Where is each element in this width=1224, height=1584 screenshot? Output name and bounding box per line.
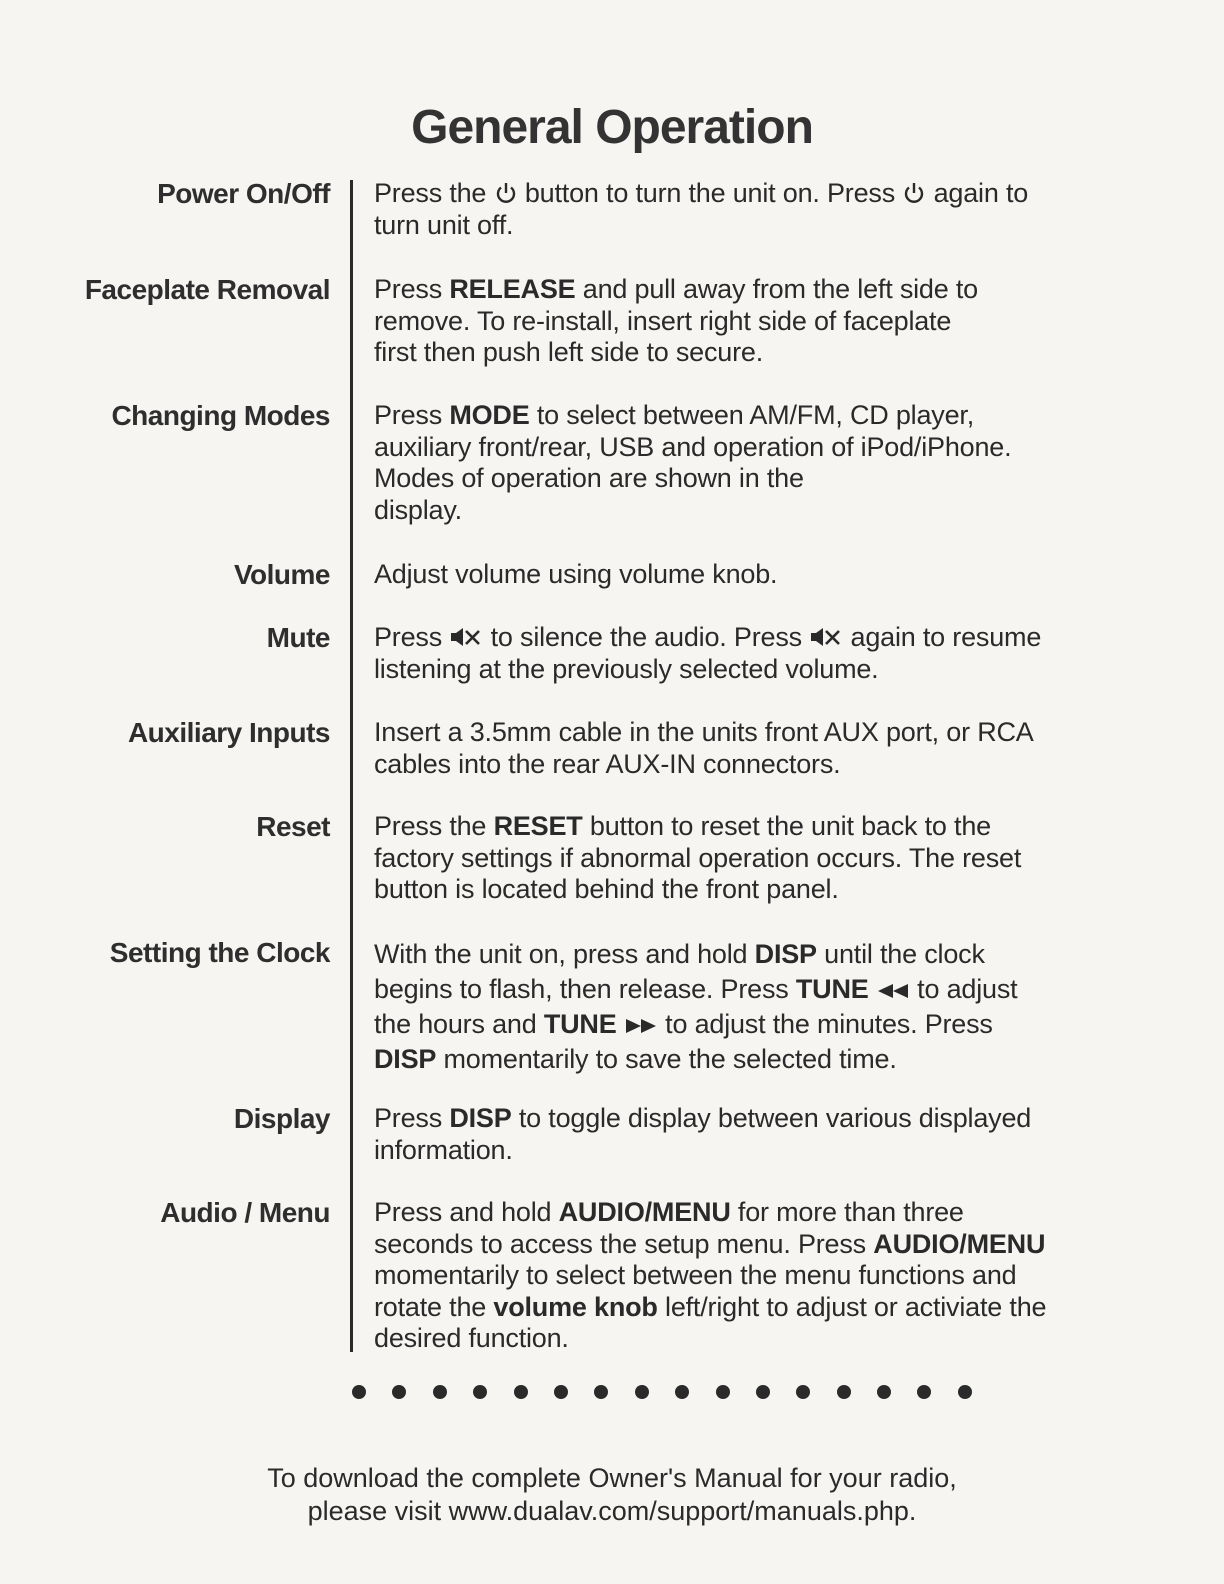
section-text <box>374 1103 1134 1166</box>
section-label: Faceplate Removal <box>84 274 330 305</box>
text-run: Press the <box>374 178 494 208</box>
key-label: TUNE <box>543 1009 617 1039</box>
key-label: AUDIO/MENU <box>558 1197 731 1227</box>
section-label: Power On/Off <box>157 178 330 209</box>
text-run: display. <box>374 494 462 525</box>
text-run: Press <box>374 1103 450 1133</box>
text-run: turn unit off. <box>374 209 514 240</box>
dot <box>837 1385 851 1399</box>
section-text <box>374 937 1134 1077</box>
footer-line: please visit www.dualav.com/support/manuals.php. <box>307 1496 917 1526</box>
section-text <box>374 717 1134 780</box>
key-label: AUDIO/MENU <box>873 1228 1046 1259</box>
section-text <box>374 274 1134 369</box>
key-label: DISP <box>449 1103 512 1133</box>
text-run: button is located behind the front panel. <box>374 874 839 904</box>
text-run: Press the <box>374 811 494 841</box>
section-label: Volume <box>233 559 330 590</box>
dot <box>716 1385 730 1399</box>
text-run: until the clock <box>816 939 985 969</box>
dot <box>554 1385 568 1399</box>
text-run: to adjust the minutes. Press <box>657 1009 993 1039</box>
text-run: momentarily to select between the menu functions and <box>374 1260 1017 1290</box>
dot <box>756 1385 770 1399</box>
text-run: information. <box>374 1134 513 1165</box>
text-run: remove. To re-install, insert right side of faceplate <box>374 305 952 336</box>
power-icon <box>494 181 518 205</box>
section-text <box>374 1197 1134 1355</box>
text-run: for more than three <box>730 1197 964 1227</box>
footer-line: To download the complete Owner's Manual for your radio, <box>267 1463 957 1493</box>
text-run: and pull away from the left side to <box>575 274 978 304</box>
section-label: Reset <box>256 811 330 842</box>
text-run: Press <box>374 274 450 304</box>
text-run: auxiliary front/rear, USB and operation of iPod/iPhone. <box>374 431 1012 462</box>
text-run: again to <box>926 178 1029 208</box>
dot <box>917 1385 931 1399</box>
dot <box>675 1385 689 1399</box>
section-text <box>374 178 1134 241</box>
section-text <box>374 559 1134 591</box>
section-label: Display <box>233 1103 330 1134</box>
text-run: the hours and <box>374 1009 544 1039</box>
text-run: Press <box>374 622 450 652</box>
section-text <box>374 622 1134 685</box>
fast-forward-icon <box>624 1016 658 1036</box>
dot <box>392 1385 406 1399</box>
dot-separator <box>352 1385 972 1399</box>
text-run: cables into the rear AUX-IN connectors. <box>374 748 841 779</box>
key-label: DISP <box>754 939 817 969</box>
text-run: Insert a 3.5mm cable in the units front AUX port, or RCA <box>374 717 1034 747</box>
dot <box>352 1385 366 1399</box>
text-run: begins to flash, then release. Press <box>374 974 796 1004</box>
text-run: to adjust <box>909 974 1018 1004</box>
text-run: Adjust volume using volume knob. <box>374 559 778 589</box>
dot <box>796 1385 810 1399</box>
section-text <box>374 400 1134 526</box>
key-label: DISP <box>374 1044 437 1074</box>
text-run: Modes of operation are shown in the <box>374 463 804 493</box>
dot <box>877 1385 891 1399</box>
dot <box>958 1385 972 1399</box>
text-run: Press <box>374 400 450 430</box>
section-label: Changing Modes <box>111 400 330 431</box>
text-run: With the unit on, press and hold <box>374 939 755 969</box>
page-title: General Operation <box>411 101 813 154</box>
key-label: RELEASE <box>449 274 576 304</box>
dot <box>473 1385 487 1399</box>
text-run: momentarily to save the selected time. <box>436 1044 897 1074</box>
text-run: first then push left side to secure. <box>374 337 764 367</box>
text-run: desired function. <box>374 1323 569 1353</box>
section-label: Auxiliary Inputs <box>127 717 330 748</box>
mute-icon <box>449 625 483 649</box>
text-run: seconds to access the setup menu. Press <box>374 1228 874 1259</box>
rewind-icon <box>876 981 910 1001</box>
mute-icon <box>809 625 843 649</box>
text-run: button to turn the unit on. Press <box>517 178 903 208</box>
key-label: MODE <box>449 400 530 430</box>
key-label: RESET <box>493 811 583 841</box>
dot <box>635 1385 649 1399</box>
dot <box>514 1385 528 1399</box>
section-label: Audio / Menu <box>160 1197 330 1228</box>
section-text <box>374 811 1134 906</box>
key-label: TUNE <box>795 974 869 1004</box>
text-run: to toggle display between various displayed <box>511 1103 1032 1133</box>
vertical-divider <box>350 180 353 1352</box>
key-label: volume knob <box>493 1291 658 1322</box>
dot <box>433 1385 447 1399</box>
text-run: rotate the <box>374 1291 494 1322</box>
text-run: left/right to adjust or activiate the <box>657 1291 1047 1322</box>
text-run: listening at the previously selected volume. <box>374 653 879 684</box>
section-label: Mute <box>266 622 330 653</box>
power-icon <box>902 181 926 205</box>
text-run: button to reset the unit back to the <box>582 811 991 841</box>
text-run: to select between AM/FM, CD player, <box>529 400 975 430</box>
text-run: Press and hold <box>374 1197 559 1227</box>
text-run: to silence the audio. Press <box>483 622 810 652</box>
footer-note <box>0 1462 1224 1528</box>
text-run: again to resume <box>843 622 1042 652</box>
dot <box>594 1385 608 1399</box>
text-run: factory settings if abnormal operation occurs. The reset <box>374 842 1022 873</box>
section-label: Setting the Clock <box>109 937 330 968</box>
